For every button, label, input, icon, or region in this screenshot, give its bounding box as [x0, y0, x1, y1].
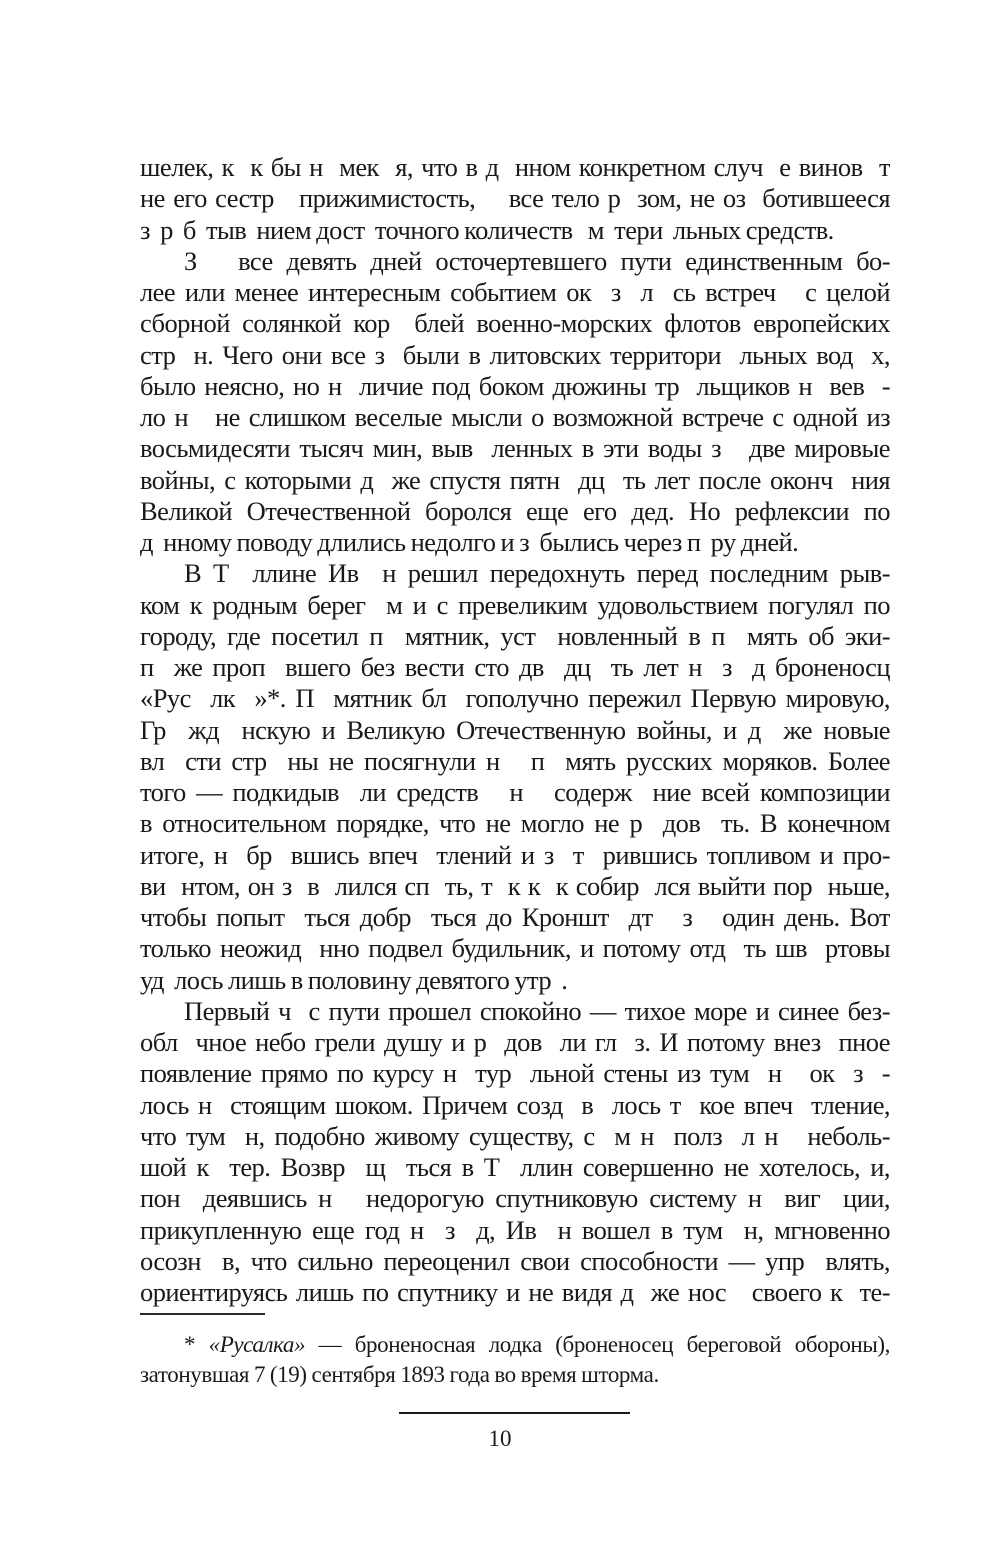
page-number: 10	[488, 1426, 512, 1451]
text-line: того — подкидыв ли средств н содерж ние всей композиции	[140, 777, 890, 807]
text-line: обл чное небо грели душу и р дов ли гл з. И потому внез пное	[140, 1027, 890, 1057]
text-line: шелек, к к бы н мек я, что в д нном конкретном случ е винов т	[140, 152, 890, 182]
text-line: чтобы попыт ться добр ться до Кроншт дт з один день. Вот	[140, 902, 890, 932]
text-line: ком к родным берег м и с превеликим удовольствием погулял по	[140, 589, 890, 620]
text-line: ло н не слишком веселые мысли о возможной встрече с одной из	[140, 402, 890, 432]
footnote-marker: *	[184, 1332, 209, 1357]
text-line: д нному поводу длились недолго и з былись через п ру дней.	[140, 527, 799, 557]
text-line: ориентируясь лишь по спутнику и не видя д же нос своего к те-	[140, 1277, 890, 1307]
text-line: лее или менее интересным событием ок з л сь встреч с целой	[140, 277, 890, 307]
text-line: З все девять дней осточертевшего пути единственным бо-	[184, 245, 890, 276]
text-line: вл сти стр ны не посягнули н п мять русских моряков. Более	[140, 745, 890, 776]
text-line: В Т ллине Ив н решил передохнуть перед последним рыв-	[184, 558, 890, 589]
text-line: «Рус лк »*. П мятник бл гополучно пережил Первую мировую,	[140, 683, 890, 714]
footnote-separator	[140, 1313, 265, 1315]
text-line: было неясно, но н личие под боком дюжины тр льщиков н вев -	[140, 370, 890, 401]
text-line: сборной солянкой кор блей военно-морских флотов европейских	[140, 308, 890, 339]
text-line: итоге, н бр вшись впеч тлений и з т рившись топливом и про-	[140, 839, 890, 870]
text-line: Гр жд нскую и Великую Отечественную войны, и д же новые	[140, 714, 890, 745]
text-line: восьмидесяти тысяч мин, выв ленных в эти воды з две мировые	[140, 433, 890, 464]
text-line: в относительном порядке, что не могло не р дов ть. В конечном	[140, 808, 890, 839]
text-line: уд лось лишь в половину девятого утр .	[140, 964, 568, 995]
text-line: п же проп вшего без вести сто дв дц ть лет н з д броненосц	[140, 652, 890, 682]
text-line: Первый ч с пути прошел спокойно — тихое море и синее без-	[184, 995, 890, 1026]
text-line: осозн в, что сильно переоценил свои способности — упр влять,	[140, 1245, 890, 1276]
footnote	[140, 1330, 890, 1390]
text-line: лось н стоящим шоком. Причем созд в лось т кое впеч тление,	[140, 1089, 890, 1120]
text-line: з р б тыв нием дост точного количеств м тери льных средств.	[140, 214, 834, 245]
text-line: городу, где посетил п мятник, уст новленный в п мять об эки-	[140, 620, 890, 651]
footnote-title: «Русалка»	[208, 1332, 306, 1357]
text-line: стр н. Чего они все з были в литовских территори льных вод х,	[140, 339, 890, 370]
text-line: только неожид нно подвел будильник, и потому отд ть шв ртовы	[140, 933, 890, 964]
page-number-rule	[399, 1412, 630, 1414]
text-line: Великой Отечественной боролся еще его дед. Но рефлексии по	[140, 495, 890, 526]
footnote-text: — броненосная лодка (броненосец береговой обороны),	[305, 1332, 890, 1357]
footnote-line-2: затонувшая 7 (19) сентября 1893 года во время шторма.	[140, 1362, 659, 1387]
text-line: появление прямо по курсу н тур льной стены из тум н ок з -	[140, 1058, 890, 1089]
text-line: войны, с которыми д же спустя пятн дц ть лет после оконч ния	[140, 464, 890, 495]
text-line: пон деявшись н недорогую спутниковую систему н виг ции,	[140, 1183, 890, 1214]
text-line: что тум н, подобно живому существу, с м н полз л н неболь-	[140, 1120, 890, 1151]
text-line: прикупленную еще год н з д, Ив н вошел в тум н, мгновенно	[140, 1214, 890, 1245]
footnote-line-1	[140, 1330, 890, 1360]
text-line: ви нтом, он з в лился сп ть, т к к к собир лся выйти пор ньше,	[140, 870, 890, 901]
main-text	[140, 152, 890, 1308]
text-line: не его сестр прижимистость, все тело р зом, не оз ботившееся	[140, 183, 890, 214]
text-line: шой к тер. Возвр щ ться в Т ллин совершенно не хотелось, и,	[140, 1152, 890, 1182]
